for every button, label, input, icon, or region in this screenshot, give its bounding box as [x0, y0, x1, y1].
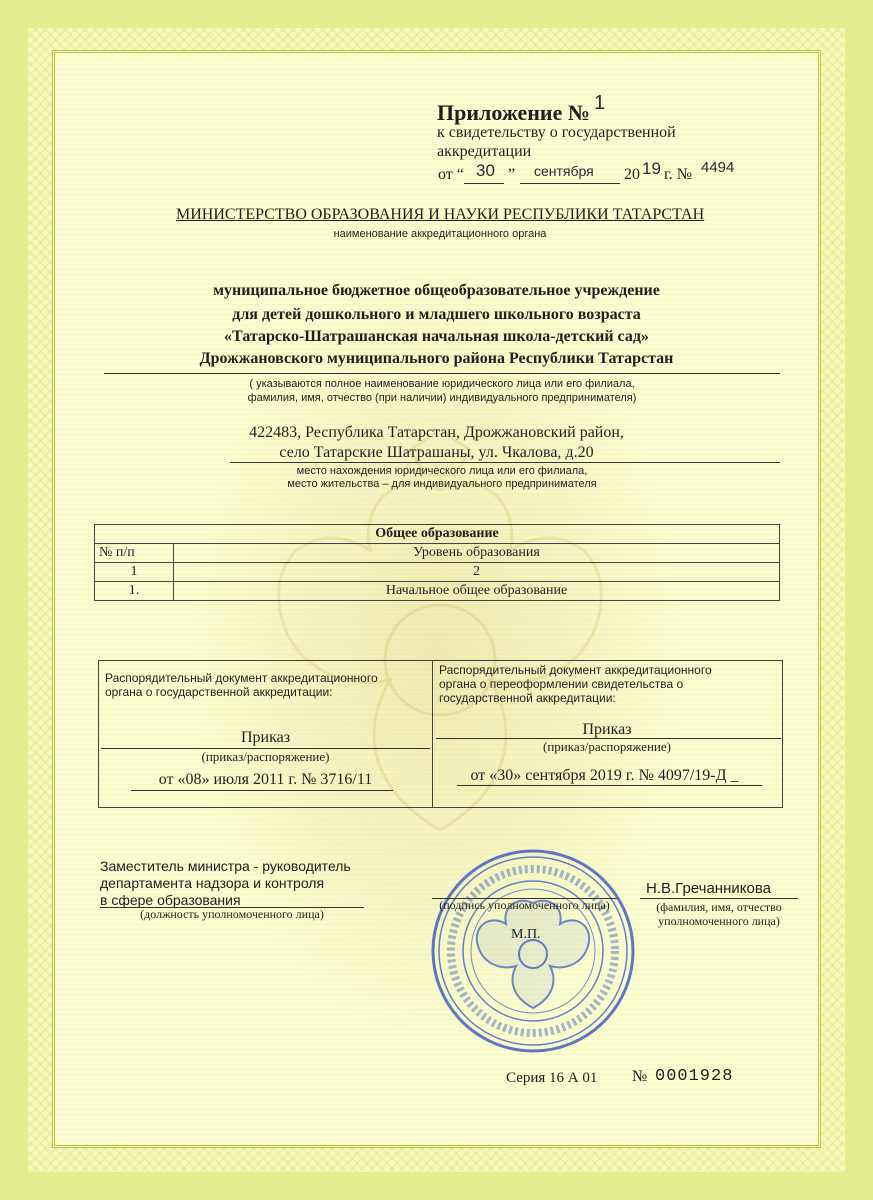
right-doc-ref-line: [457, 785, 762, 786]
org-underline: [104, 373, 780, 374]
table-index-row: [95, 563, 780, 582]
left-doc-heading-2: органа о государственной аккредитации:: [105, 685, 333, 699]
date-day: 30: [476, 161, 495, 180]
left-doc-ref-line: [131, 790, 393, 791]
right-doc-reference: от «30» сентября 2019 г. № 4097/19-Д _: [470, 767, 739, 784]
signer-name-line: [640, 898, 798, 899]
authority-caption: наименование аккредитационного органа: [333, 228, 547, 240]
date-month-line: [520, 183, 620, 184]
date-year-suffix: 19: [642, 159, 661, 178]
documents-box: [98, 660, 783, 808]
column-header-level: Уровень образования: [174, 544, 780, 563]
date-mid: ”: [508, 166, 516, 183]
signer-position-3: в сфере образования: [100, 892, 241, 908]
left-doc-reference: от «08» июля 2011 г. № 3716/11: [158, 771, 373, 788]
signer-position-caption: (должность уполномоченного лица): [140, 907, 324, 921]
address-underline: [230, 462, 780, 463]
certificate-number: 4494: [701, 159, 735, 176]
signer-position-1: Заместитель министра - руководитель: [100, 858, 351, 874]
seal-label: М.П.: [511, 927, 541, 942]
table-title-row: [95, 525, 780, 544]
right-doc-heading-2: органа о переоформлении свидетельства о: [439, 677, 684, 691]
org-name-line-3: «Татарско-Шатрашанская начальная школа-детский сад»: [224, 328, 649, 345]
signer-name-caption-1: (фамилия, имя, отчество: [656, 900, 782, 914]
signer-name: Н.В.Гречанникова: [646, 880, 771, 897]
right-doc-heading-1: Распорядительный документ аккредитационного: [439, 663, 712, 677]
signer-name-caption-2: уполномоченного лица): [658, 914, 780, 928]
table-cell-number: 1.: [95, 582, 174, 601]
table-row: [95, 582, 780, 601]
date-day-line: [464, 183, 504, 184]
appendix-subtitle-1: к свидетельству о государственной: [437, 124, 676, 141]
column-header-number: № п/п: [95, 544, 174, 563]
table-title: Общее образование: [95, 525, 780, 544]
appendix-title: Приложение №: [437, 100, 590, 125]
date-year-after: г. №: [664, 166, 693, 183]
signature-caption: (подпись уполномоченного лица): [439, 898, 610, 912]
right-doc-heading-3: государственной аккредитации:: [439, 691, 616, 705]
address-caption-1: место нахождения юридического лица или его филиала,: [296, 465, 588, 477]
date-year-prefix: 20: [624, 166, 640, 183]
official-stamp-icon: [430, 848, 636, 1054]
org-name-line-2: для детей дошкольного и младшего школьного возраста: [232, 306, 641, 323]
right-doc-caption: (приказ/распоряжение): [543, 739, 671, 754]
address-line-2: село Татарские Шатрашаны, ул. Чкалова, д.20: [279, 444, 594, 461]
left-doc-heading-1: Распорядительный документ аккредитационного: [105, 671, 378, 685]
authority-name: МИНИСТЕРСТВО ОБРАЗОВАНИЯ И НАУКИ РЕСПУБЛИКИ ТАТАРСТАН: [176, 206, 705, 223]
right-doc-type: Приказ: [582, 721, 632, 738]
signer-position-2: департамента надзора и контроля: [100, 875, 325, 891]
left-doc-type: Приказ: [240, 729, 291, 746]
org-name-line-4: Дрожжановского муниципального района Республики Татарстан: [199, 350, 674, 367]
org-caption-1: ( указываются полное наименование юридического лица или его филиала,: [249, 378, 635, 390]
index-cell: 2: [174, 563, 780, 582]
date-prefix: от “: [438, 166, 464, 183]
date-month: сентября: [534, 163, 594, 179]
address-line-1: 422483, Республика Татарстан, Дрожжановский район,: [249, 424, 624, 441]
series-number: 0001928: [655, 1067, 734, 1086]
org-name-line-1: муниципальное бюджетное общеобразовательное учреждение: [213, 282, 660, 299]
series-number-label: №: [632, 1068, 648, 1085]
table-header-row: [95, 544, 780, 563]
table-cell-level: Начальное общее образование: [174, 582, 780, 601]
left-doc-caption: (приказ/распоряжение): [201, 749, 330, 764]
index-cell: 1: [95, 563, 174, 582]
appendix-number: 1: [594, 92, 606, 114]
education-table: [94, 524, 780, 601]
address-caption-2: место жительства – для индивидуального предпринимателя: [287, 478, 597, 490]
org-caption-2: фамилия, имя, отчество (при наличии) индивидуального предпринимателя): [247, 392, 637, 404]
appendix-subtitle-2: аккредитации: [437, 143, 532, 160]
series-label: Серия 16 А 01: [506, 1070, 598, 1086]
